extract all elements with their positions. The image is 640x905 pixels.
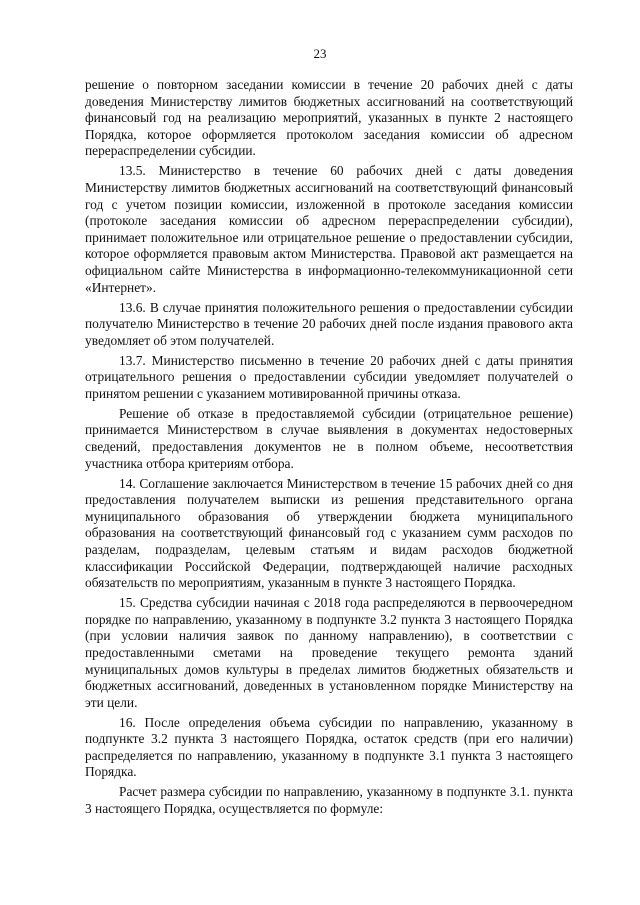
paragraph-13-7: 13.7. Министерство письменно в течение 20 рабочих дней с даты принятия отрицательного решения о предоставлении субсидии уведомляет получателей о принятом решении с указанием мотивированной причины отказа.: [85, 352, 573, 401]
paragraph-continuation: решение о повторном заседании комиссии в течение 20 рабочих дней с даты доведения Министерству лимитов бюджетных ассигнований на соответствующий финансовый год на реализацию мероприятий, указанных в пункте 2 настоящего Порядка, которое оформляется протоколом заседания комиссии об адресном перераспределении субсидии.: [85, 77, 573, 159]
paragraph-15: 15. Средства субсидии начиная с 2018 года распределяются в первоочередном порядке по направлению, указанному в подпункте 3.2 пункта 3 настоящего Порядка (при условии наличия заявок по данному направлению), в соответствии с предоставленными сметами на проведение текущего ремонта зданий муниципальных домов культуры в пределах лимитов бюджетных обязательств и бюджетных ассигнований, доведенных в установленном порядке Министерству на эти цели.: [85, 595, 573, 710]
paragraph-16: 16. После определения объема субсидии по направлению, указанному в подпункте 3.2 пункта 3 настоящего Порядка, остаток средств (при его наличии) распределяется по направлению, указанному в подпункте 3.1 пункта 3 настоящего Порядка.: [85, 714, 573, 780]
paragraph-refusal: Решение об отказе в предоставляемой субсидии (отрицательное решение) принимается Министерством в случае выявления в документах недостоверных сведений, предоставления документов не в полном объеме, несоответствия участника отбора критериям отбора.: [85, 405, 573, 471]
paragraph-14: 14. Соглашение заключается Министерством в течение 15 рабочих дней со дня предоставления получателем выписки из решения представительного органа муниципального образования об утверждении бюджета муниципального образования на соответствующий финансовый год с указанием сумм расходов по разделам, подразделам, целевым статьям и видам расходов бюджетной классификации Российской Федерации, подтверждающей наличие расходных обязательств по мероприятиям, указанным в пункте 3 настоящего Порядка.: [85, 475, 573, 591]
paragraph-13-6: 13.6. В случае принятия положительного решения о предоставлении субсидии получателю Министерство в течение 20 рабочих дней после издания правового акта уведомляет об этом получателей.: [85, 299, 573, 348]
paragraph-formula-intro: Расчет размера субсидии по направлению, указанному в подпункте 3.1. пункта 3 настоящего Порядка, осуществляется по формуле:: [85, 784, 573, 817]
document-body: [85, 77, 573, 821]
page-number: 23: [313, 46, 327, 61]
paragraph-13-5: 13.5. Министерство в течение 60 рабочих дней с даты доведения Министерству лимитов бюджетных ассигнований на соответствующий финансовый год с учетом позиции комиссии, изложенной в протоколе заседания комиссии (протоколе заседания комиссии об адресном перераспределении субсидии), принимает положительное или отрицательное решение о предоставлении субсидии, которое оформляется правовым актом Министерства. Правовой акт размещается на официальном сайте Министерства в информационно-телекоммуникационной сети «Интернет».: [85, 163, 573, 295]
